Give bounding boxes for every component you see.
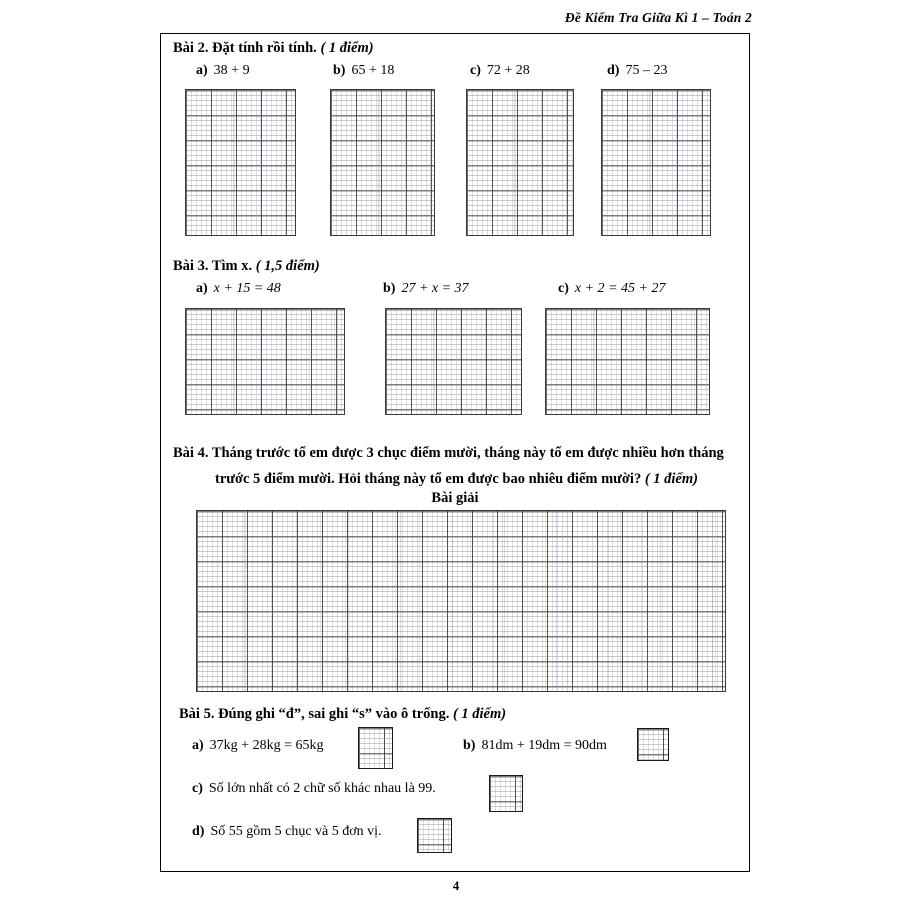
item5-label-c: c) [192,781,203,796]
solution-heading: Bài giải [431,490,479,506]
exercise-4-statement [173,440,743,466]
exercise-2-points: ( 1 điểm) [320,40,374,56]
answer-box-5c[interactable] [489,775,523,812]
exercise-3-item-c [558,281,665,297]
work-grid-2c[interactable] [466,89,574,236]
exercise-5-points: ( 1 điểm) [452,706,507,722]
exercise-2-item-c [470,63,530,79]
exercise-2-heading [173,40,374,57]
item-expr-d: 75 – 23 [625,63,668,78]
running-header-title: Đề Kiểm Tra Giữa Kì 1 – Toán 2 [564,10,752,25]
exercise-2-item-a [196,63,250,79]
item5-label-b: b) [463,738,476,753]
exercise-2-title: Bài 2. Đặt tính rồi tính. [173,40,317,56]
item5-expr-b: 81dm + 19dm = 90dm [481,738,607,753]
item-expr-a: 38 + 9 [213,63,250,78]
answer-box-5b[interactable] [637,728,669,761]
work-grid-2b[interactable] [330,89,435,236]
answer-box-5a[interactable] [358,727,393,769]
work-grid-3a[interactable] [185,308,345,415]
item5-expr-c: Số lớn nhất có 2 chữ số khác nhau là 99. [208,781,436,796]
exercise-3-heading [173,258,320,275]
item-label-b: b) [333,63,346,78]
exercise-3-points: ( 1,5 điểm) [255,258,320,274]
exercise-4-line-2: trước 5 điểm mười. Hỏi tháng này tổ em được bao nhiêu điểm mười? [215,471,642,487]
work-grid-4-solution[interactable] [196,510,726,692]
exercise-4-points: ( 1 điểm) [644,471,698,487]
item5-expr-a: 37kg + 28kg = 65kg [209,738,324,753]
exercise-5-heading [179,706,506,723]
item3-label-a: a) [196,281,208,296]
exercise-5-item-d [192,824,382,840]
item-label-a: a) [196,63,208,78]
exercise-5-item-b [463,738,607,754]
exercise-5-item-c [192,781,436,797]
page-number: 4 [452,878,460,893]
exercise-2-item-b [333,63,394,79]
item-expr-c: 72 + 28 [486,63,530,78]
exercise-5-item-a [192,738,323,754]
item3-expr-a: x + 15 = 48 [213,281,281,296]
exercise-3-item-a [196,281,281,297]
work-grid-3b[interactable] [385,308,522,415]
item3-label-b: b) [383,281,396,296]
item-label-c: c) [470,63,481,78]
work-grid-2d[interactable] [601,89,711,236]
item3-expr-b: 27 + x = 37 [401,281,469,296]
exercise-4-statement-cont [215,466,745,492]
item5-label-a: a) [192,738,204,753]
exercise-3-title: Bài 3. Tìm x. [173,258,253,274]
item5-expr-d: Số 55 gồm 5 chục và 5 đơn vị. [210,824,382,839]
exercise-2-item-d [607,63,667,79]
work-grid-2a[interactable] [185,89,296,236]
exercise-4-line-1: Bài 4. Tháng trước tổ em được 3 chục điểm mười, tháng này tổ em được nhiều hơn tháng [173,445,724,461]
item5-label-d: d) [192,824,205,839]
work-grid-3c[interactable] [545,308,710,415]
exercise-3-item-b [383,281,469,297]
answer-box-5d[interactable] [417,818,452,853]
item3-label-c: c) [558,281,569,296]
item-expr-b: 65 + 18 [351,63,395,78]
exercise-5-title: Bài 5. Đúng ghi “đ”, sai ghi “s” vào ô trống. [179,706,450,722]
item-label-d: d) [607,63,620,78]
item3-expr-c: x + 2 = 45 + 27 [574,281,666,296]
